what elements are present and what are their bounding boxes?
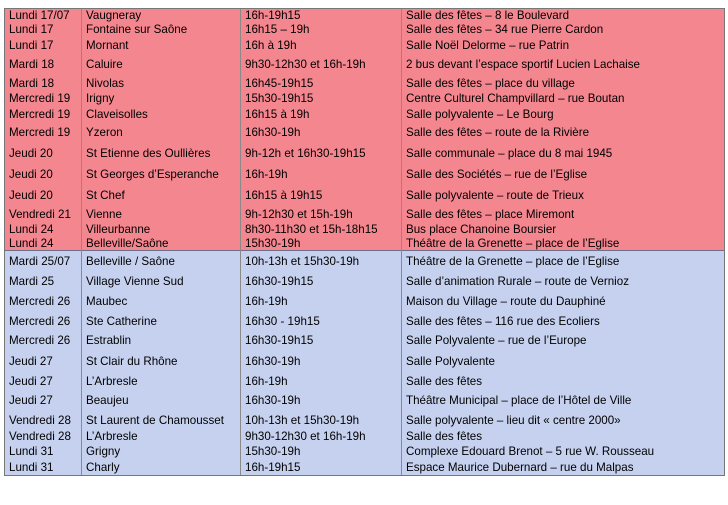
schedule-row	[5, 373, 725, 391]
cell-time: 16h-19h	[241, 373, 402, 391]
cell-time: 16h15 à 19h	[241, 106, 402, 123]
schedule-row	[5, 9, 725, 23]
cell-time: 15h30-19h	[241, 237, 402, 251]
schedule-row	[5, 312, 725, 331]
cell-day: Lundi 31	[5, 444, 82, 460]
cell-time: 9h-12h et 16h30-19h15	[241, 143, 402, 165]
cell-time: 16h30-19h	[241, 123, 402, 143]
cell-town: Vienne	[82, 206, 241, 223]
cell-place: 2 bus devant l’espace sportif Lucien Lachaise	[402, 54, 725, 75]
schedule-row	[5, 223, 725, 237]
cell-town: Nivolas	[82, 75, 241, 92]
cell-day: Lundi 17	[5, 23, 82, 37]
cell-place: Centre Culturel Champvillard – rue Boutan	[402, 92, 725, 106]
cell-day: Lundi 24	[5, 237, 82, 251]
cell-town: St Georges d’Esperanche	[82, 165, 241, 185]
cell-town: Irigny	[82, 92, 241, 106]
cell-day: Mardi 18	[5, 75, 82, 92]
cell-town: Vaugneray	[82, 9, 241, 23]
cell-place: Salle polyvalente – Le Bourg	[402, 106, 725, 123]
cell-place: Salle des fêtes – 116 rue des Ecoliers	[402, 312, 725, 331]
schedule-row	[5, 430, 725, 444]
cell-time: 9h-12h30 et 15h-19h	[241, 206, 402, 223]
cell-time: 9h30-12h30 et 16h-19h	[241, 54, 402, 75]
cell-town: L’Arbresle	[82, 430, 241, 444]
cell-day: Jeudi 27	[5, 391, 82, 411]
schedule-row	[5, 460, 725, 476]
schedule-row	[5, 237, 725, 251]
cell-town: St Laurent de Chamousset	[82, 411, 241, 430]
cell-place: Bus place Chanoine Boursier	[402, 223, 725, 237]
schedule-row	[5, 54, 725, 75]
cell-place: Complexe Edouard Brenot – 5 rue W. Rousseau	[402, 444, 725, 460]
cell-town: Caluire	[82, 54, 241, 75]
cell-place: Salle polyvalente – route de Trieux	[402, 185, 725, 206]
schedule-row	[5, 37, 725, 54]
cell-time: 9h30-12h30 et 16h-19h	[241, 430, 402, 444]
schedule-row	[5, 75, 725, 92]
cell-time: 16h15 à 19h15	[241, 185, 402, 206]
cell-time: 16h-19h	[241, 165, 402, 185]
cell-time: 15h30-19h	[241, 444, 402, 460]
cell-day: Lundi 24	[5, 223, 82, 237]
cell-town: St Clair du Rhône	[82, 351, 241, 373]
cell-place: Salle Noël Delorme – rue Patrin	[402, 37, 725, 54]
schedule-row	[5, 92, 725, 106]
cell-day: Lundi 17	[5, 37, 82, 54]
cell-day: Lundi 17/07	[5, 9, 82, 23]
cell-town: Beaujeu	[82, 391, 241, 411]
cell-place: Salle polyvalente – lieu dit « centre 2000»	[402, 411, 725, 430]
schedule-row	[5, 123, 725, 143]
cell-place: Théâtre de la Grenette – place de l’Eglise	[402, 237, 725, 251]
cell-town: L’Arbresle	[82, 373, 241, 391]
cell-time: 16h30 - 19h15	[241, 312, 402, 331]
cell-town: Estrablin	[82, 331, 241, 351]
cell-day: Vendredi 28	[5, 430, 82, 444]
cell-town: Belleville / Saône	[82, 251, 241, 272]
cell-day: Mercredi 26	[5, 291, 82, 312]
cell-day: Vendredi 21	[5, 206, 82, 223]
cell-town: Belleville/Saône	[82, 237, 241, 251]
cell-place: Salle des Sociétés – rue de l’Eglise	[402, 165, 725, 185]
cell-day: Mercredi 19	[5, 92, 82, 106]
schedule-row	[5, 391, 725, 411]
donation-schedule-table	[4, 8, 725, 476]
cell-place: Salle des fêtes – place du village	[402, 75, 725, 92]
cell-place: Salle des fêtes – route de la Rivière	[402, 123, 725, 143]
cell-day: Jeudi 20	[5, 143, 82, 165]
cell-place: Maison du Village – route du Dauphiné	[402, 291, 725, 312]
cell-time: 16h-19h15	[241, 460, 402, 476]
cell-time: 16h15 – 19h	[241, 23, 402, 37]
schedule-row	[5, 106, 725, 123]
cell-day: Jeudi 27	[5, 351, 82, 373]
cell-day: Vendredi 28	[5, 411, 82, 430]
cell-place: Salle Polyvalente – rue de l’Europe	[402, 331, 725, 351]
cell-time: 16h-19h	[241, 291, 402, 312]
cell-time: 16h30-19h	[241, 351, 402, 373]
cell-time: 16h45-19h15	[241, 75, 402, 92]
cell-town: Claveisolles	[82, 106, 241, 123]
cell-time: 16h à 19h	[241, 37, 402, 54]
cell-town: Charly	[82, 460, 241, 476]
cell-town: Grigny	[82, 444, 241, 460]
schedule-row	[5, 251, 725, 272]
cell-time: 8h30-11h30 et 15h-18h15	[241, 223, 402, 237]
cell-place: Salle Polyvalente	[402, 351, 725, 373]
schedule-row	[5, 411, 725, 430]
cell-time: 10h-13h et 15h30-19h	[241, 251, 402, 272]
schedule-row	[5, 23, 725, 37]
cell-day: Jeudi 20	[5, 165, 82, 185]
schedule-row	[5, 291, 725, 312]
cell-town: St Chef	[82, 185, 241, 206]
cell-day: Mardi 25	[5, 272, 82, 291]
cell-place: Salle d’animation Rurale – route de Vernioz	[402, 272, 725, 291]
cell-time: 16h30-19h15	[241, 272, 402, 291]
cell-place: Salle des fêtes	[402, 430, 725, 444]
cell-day: Mardi 25/07	[5, 251, 82, 272]
cell-day: Mardi 18	[5, 54, 82, 75]
cell-day: Mercredi 19	[5, 123, 82, 143]
schedule-row	[5, 444, 725, 460]
cell-day: Mercredi 26	[5, 331, 82, 351]
cell-place: Théâtre de la Grenette – place de l’Eglise	[402, 251, 725, 272]
cell-time: 15h30-19h15	[241, 92, 402, 106]
cell-place: Salle des fêtes – place Miremont	[402, 206, 725, 223]
schedule-row	[5, 351, 725, 373]
cell-place: Salle communale – place du 8 mai 1945	[402, 143, 725, 165]
cell-time: 16h30-19h	[241, 391, 402, 411]
cell-place: Salle des fêtes	[402, 373, 725, 391]
cell-place: Salle des fêtes – 34 rue Pierre Cardon	[402, 23, 725, 37]
cell-town: Mornant	[82, 37, 241, 54]
cell-place: Théâtre Municipal – place de l’Hôtel de Ville	[402, 391, 725, 411]
schedule-row	[5, 165, 725, 185]
cell-place: Salle des fêtes – 8 le Boulevard	[402, 9, 725, 23]
schedule-row	[5, 331, 725, 351]
cell-place: Espace Maurice Dubernard – rue du Malpas	[402, 460, 725, 476]
cell-town: Village Vienne Sud	[82, 272, 241, 291]
cell-town: Fontaine sur Saône	[82, 23, 241, 37]
cell-day: Lundi 31	[5, 460, 82, 476]
cell-town: Ste Catherine	[82, 312, 241, 331]
cell-time: 10h-13h et 15h30-19h	[241, 411, 402, 430]
cell-day: Jeudi 27	[5, 373, 82, 391]
cell-time: 16h-19h15	[241, 9, 402, 23]
cell-day: Mercredi 26	[5, 312, 82, 331]
cell-town: St Etienne des Oullières	[82, 143, 241, 165]
cell-time: 16h30-19h15	[241, 331, 402, 351]
schedule-row	[5, 143, 725, 165]
cell-town: Villeurbanne	[82, 223, 241, 237]
schedule-body	[5, 9, 725, 476]
cell-day: Mercredi 19	[5, 106, 82, 123]
schedule-row	[5, 272, 725, 291]
cell-town: Maubec	[82, 291, 241, 312]
cell-town: Yzeron	[82, 123, 241, 143]
schedule-row	[5, 206, 725, 223]
cell-day: Jeudi 20	[5, 185, 82, 206]
schedule-row	[5, 185, 725, 206]
